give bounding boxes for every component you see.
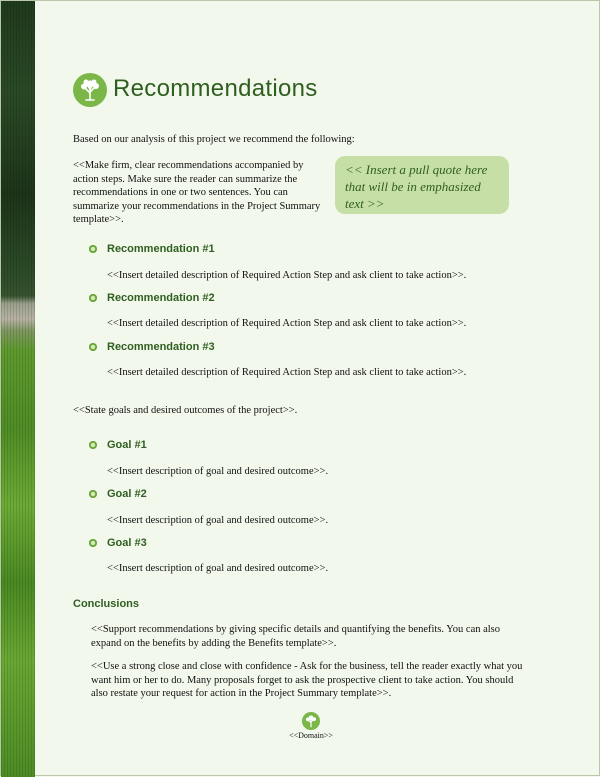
bullet-icon: [89, 490, 97, 498]
goal-heading: Goal #2: [107, 488, 147, 500]
goal-heading: Goal #1: [107, 439, 147, 451]
intro-text: Based on our analysis of this project we recommend the following:: [73, 134, 355, 145]
recommendation-heading: Recommendation #1: [107, 243, 215, 255]
bullet-icon: [89, 343, 97, 351]
goal-desc: <<Insert description of goal and desired outcome>>.: [107, 466, 329, 477]
recommendation-desc: <<Insert detailed description of Required Action Step and ask client to take action>>.: [107, 318, 467, 329]
summary-paragraph: <<Make firm, clear recommendations accompanied by action steps. Make sure the reader can summarize the recommendations in one or two sentences. You can summarize your recommendations in the Project Summary template>>.: [73, 160, 321, 225]
recommendation-desc: <<Insert detailed description of Required Action Step and ask client to take action>>.: [107, 270, 467, 281]
bullet-icon: [89, 245, 97, 253]
goal-desc: <<Insert description of goal and desired outcome>>.: [107, 563, 329, 574]
recommendation-heading: Recommendation #3: [107, 341, 215, 353]
goals-intro: <<State goals and desired outcomes of the project>>.: [73, 405, 298, 416]
grass-photo-strip: [1, 1, 35, 777]
conclusion-paragraph: <<Use a strong close and close with confidence - Ask for the business, tell the reader exactly what you want him or her to do. Many proposals forget to ask the prospective client to take action. You should also restate your request for action in the Project Summary template>>.: [91, 661, 523, 699]
goal-heading: Goal #3: [107, 537, 147, 549]
footer-tree-icon: [302, 712, 320, 730]
footer-domain: <<Domain>>: [289, 731, 333, 740]
goal-desc: <<Insert description of goal and desired outcome>>.: [107, 515, 329, 526]
bullet-icon: [89, 294, 97, 302]
recommendation-heading: Recommendation #2: [107, 292, 215, 304]
bullet-icon: [89, 539, 97, 547]
conclusions-heading: Conclusions: [73, 598, 140, 610]
page-title: Recommendations: [113, 75, 318, 102]
tree-icon: [73, 73, 107, 107]
bullet-icon: [89, 441, 97, 449]
recommendation-desc: <<Insert detailed description of Required Action Step and ask client to take action>>.: [107, 367, 467, 378]
pull-quote: << Insert a pull quote here that will be in emphasized text >>: [335, 156, 509, 214]
conclusion-paragraph: <<Support recommendations by giving specific details and quantifying the benefits. You can also expand on the benefits by adding the Benefits template>>.: [91, 624, 501, 649]
